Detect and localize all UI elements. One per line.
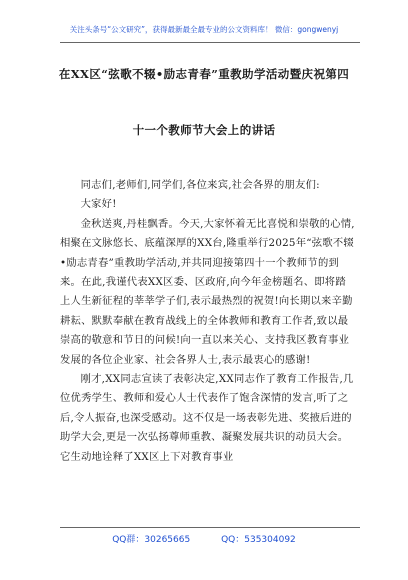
header-note: 关注头条号“公文研究”，获得最新最全最专业的公文资料库！ 微信：gongwenyj [69,25,339,34]
footer [0,532,408,545]
salutation: 同志们,老师们,同学们,各位来宾,社会各界的朋友们: [80,179,320,191]
document-title-line-1: 在XX区“弦歌不辍•励志青春”重教助学活动暨庆祝第四 [58,67,350,81]
footer-divider [60,527,360,528]
greeting: 大家好! [80,198,117,211]
header-divider [60,42,360,43]
document-body [60,176,356,467]
paragraph-2: 刚才,XX同志宣读了表彰决定,XX同志作了教育工作报告,几位优秀学生、教师和爱心人士代表作了饱含深情的发言,听了之后,令人振奋,也深受感动。这不仅是一场表彰先进、奖掖后进的助学大会,更是一次弘扬尊师重教、凝聚发展共识的动员大会。它生动地诠释了XX区上下对教育事业 [60,373,354,463]
paragraph-1: 金秋送爽,丹桂飘香。今天,大家怀着无比喜悦和崇敬的心情,相聚在文脉悠长、底蕴深厚的XX台,隆重举行2025年“弦歌不辍•励志青春”重教助学活动,并共同迎接第四十一个教师节的到来。在此,我谨代表XX区委、区政府,向今年金榜题名、即将踏上人生新征程的莘莘学子们,表示最热烈的祝贺!向长期以来辛勤耕耘、默默奉献在教育战线上的全体教师和教育工作者,致以最崇高的敬意和节日的问候!向一直以来关心、支持我区教育事业发展的各位企业家、社会各界人士,表示最衷心的感谢! [60,217,355,366]
document-title-line-2: 十一个教师节大会上的讲话 [132,123,276,137]
footer-qq: QQ：535304092 [221,535,296,545]
footer-qq-group: QQ群：30265665 [112,535,191,545]
